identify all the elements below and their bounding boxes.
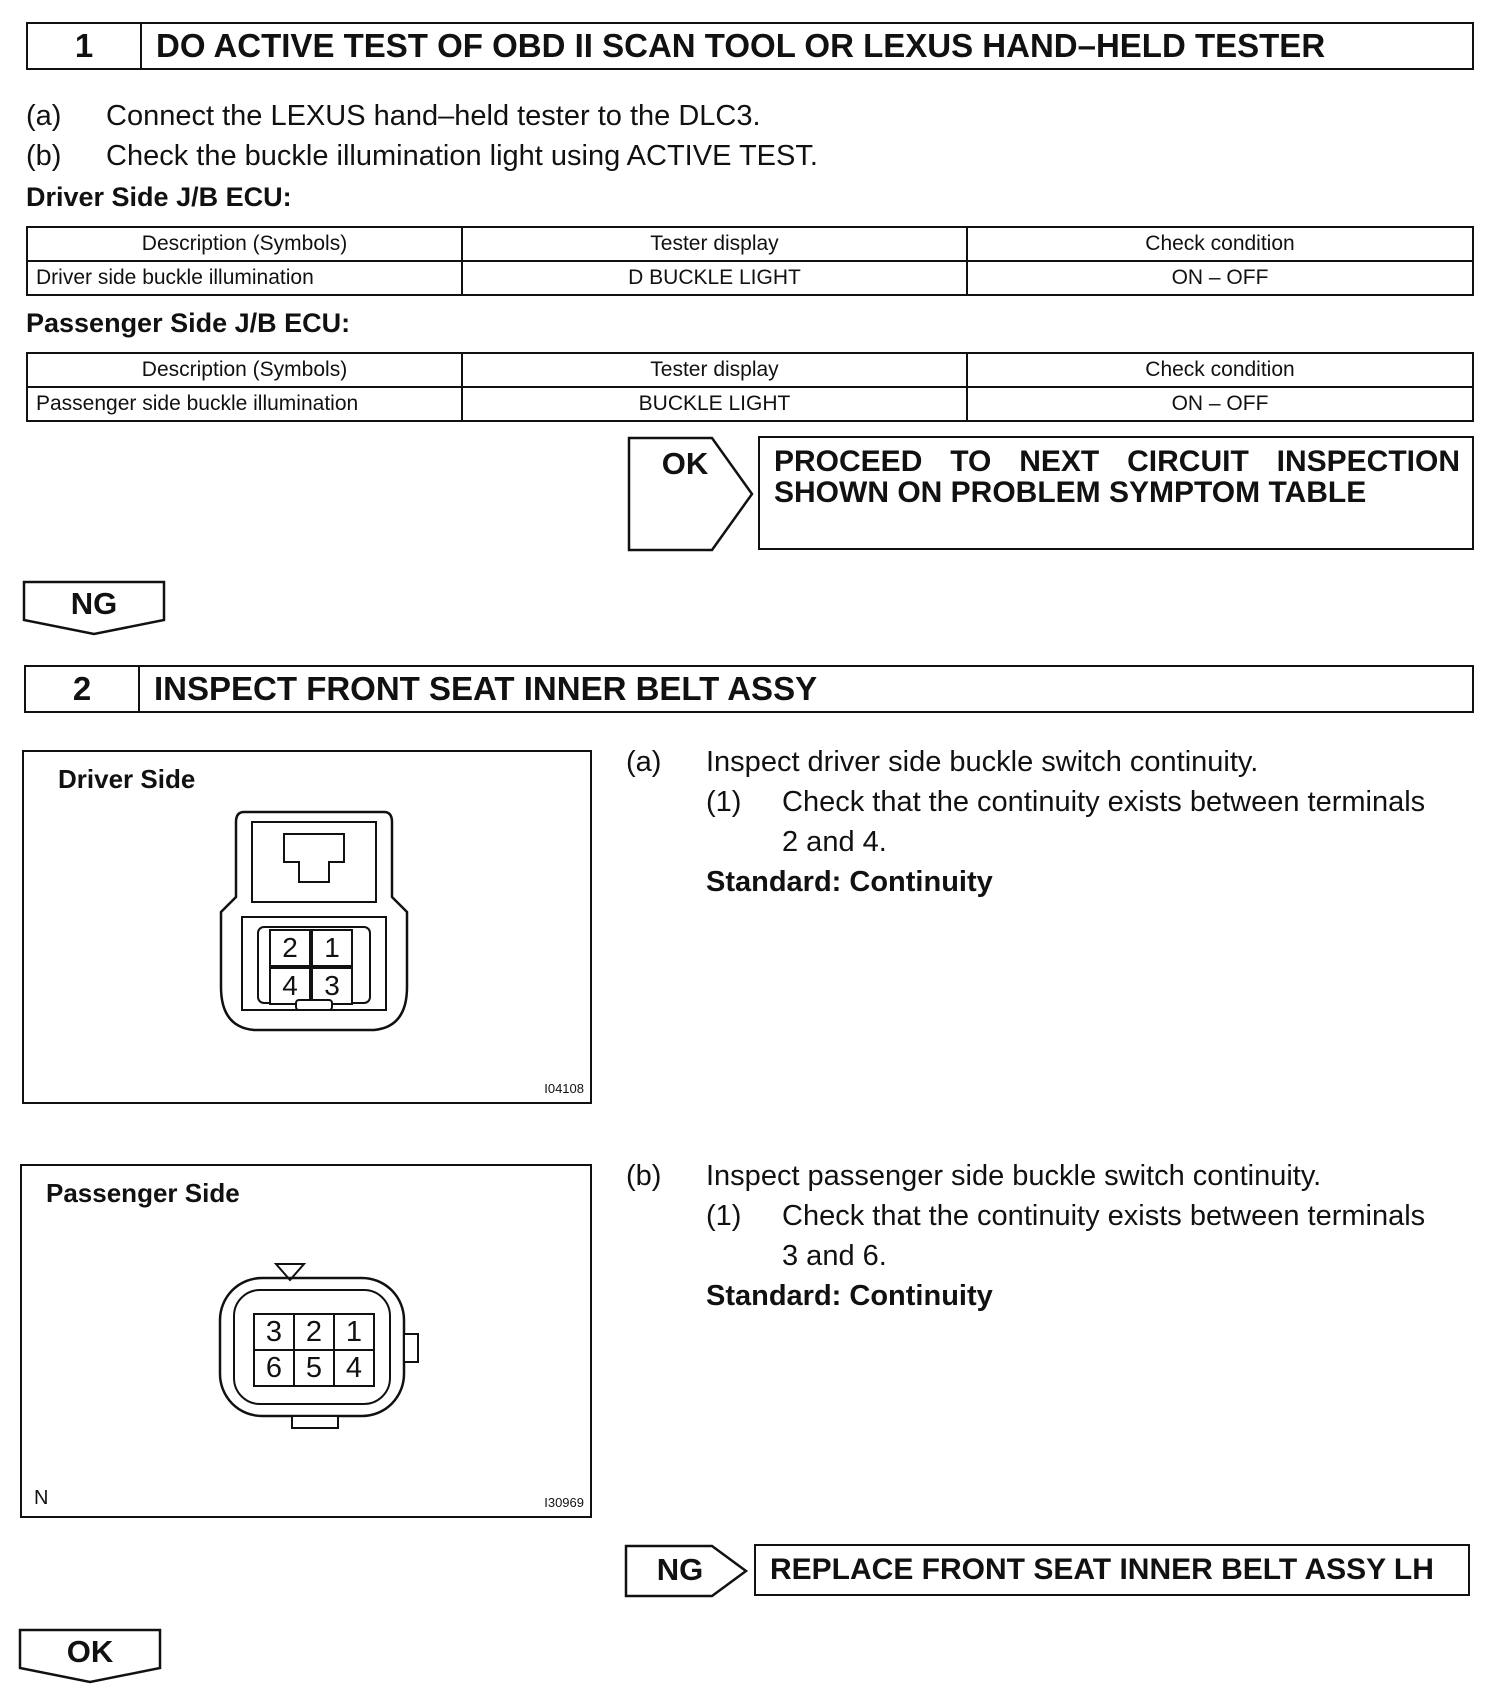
step-2-a-standard: Standard: Continuity <box>706 866 993 898</box>
driver-terminal-2: 2 <box>282 932 298 963</box>
instruction-text: Inspect driver side buckle switch continuity. <box>706 746 1259 778</box>
passenger-figure-corner-letter: N <box>34 1487 49 1509</box>
passenger-terminal-6: 6 <box>265 1352 283 1384</box>
step-2-b-standard: Standard: Continuity <box>706 1280 993 1312</box>
step-2-number: 2 <box>26 667 140 711</box>
table-header-cell: Tester display <box>462 353 967 387</box>
driver-ecu-table <box>26 226 1474 296</box>
instruction-label: (b) <box>626 1160 662 1192</box>
driver-terminal-1: 1 <box>324 932 340 963</box>
step-1-title: DO ACTIVE TEST OF OBD II SCAN TOOL OR LEXUS HAND–HELD TESTER <box>156 27 1326 64</box>
step-2-b-sub <box>706 1200 1425 1233</box>
instruction-text: Check the buckle illumination light using ACTIVE TEST. <box>106 140 818 172</box>
step-1-instruction-a <box>26 100 761 133</box>
ok-down-tag-label: OK <box>66 1634 114 1669</box>
instruction-label: (a) <box>626 746 662 778</box>
driver-side-figure <box>22 750 592 1104</box>
table-header-cell: Check condition <box>967 353 1473 387</box>
table-header-row <box>27 227 1473 261</box>
driver-terminal-4: 4 <box>282 970 298 1001</box>
ok-result-line-2: SHOWN ON PROBLEM SYMPTOM TABLE <box>774 476 1367 509</box>
step-2-a <box>626 746 1258 779</box>
passenger-ecu-table <box>26 352 1474 422</box>
step-2-b-sub-line-2: 3 and 6. <box>782 1240 887 1272</box>
table-row <box>27 261 1473 295</box>
ng-result-box <box>754 1544 1470 1596</box>
table-cell: Driver side buckle illumination <box>27 261 462 295</box>
sub-instruction-text: Check that the continuity exists between terminals <box>782 1200 1426 1232</box>
sub-instruction-text: Check that the continuity exists between terminals <box>782 786 1426 818</box>
step-2-a-sub-line-2: 2 and 4. <box>782 826 887 858</box>
table-cell: BUCKLE LIGHT <box>462 387 967 421</box>
ok-tag-label: OK <box>661 446 709 481</box>
step-2-header <box>24 665 1474 713</box>
passenger-figure-label: Passenger Side <box>46 1178 240 1208</box>
table-cell: ON – OFF <box>967 387 1473 421</box>
sub-instruction-label: (1) <box>706 786 742 818</box>
table-header-row <box>27 353 1473 387</box>
driver-ecu-heading: Driver Side J/B ECU: <box>26 182 292 212</box>
passenger-terminal-2: 2 <box>305 1316 323 1348</box>
sub-instruction-label: (1) <box>706 1200 742 1232</box>
ok-result-box <box>758 436 1474 550</box>
ng-result-text: REPLACE FRONT SEAT INNER BELT ASSY LH <box>770 1553 1434 1586</box>
instruction-text: Inspect passenger side buckle switch continuity. <box>706 1160 1322 1192</box>
table-header-cell: Description (Symbols) <box>27 227 462 261</box>
table-cell: Passenger side buckle illumination <box>27 387 462 421</box>
driver-terminal-3: 3 <box>324 970 340 1001</box>
ng-tag-label: NG <box>70 586 118 621</box>
table-cell: D BUCKLE LIGHT <box>462 261 967 295</box>
step-2-b <box>626 1160 1321 1193</box>
passenger-side-figure <box>20 1164 592 1518</box>
table-header-cell: Tester display <box>462 227 967 261</box>
table-header-cell: Check condition <box>967 227 1473 261</box>
instruction-label: (b) <box>26 140 62 172</box>
table-header-cell: Description (Symbols) <box>27 353 462 387</box>
passenger-terminal-1: 1 <box>345 1316 363 1348</box>
ok-result-line-1: PROCEED TO NEXT CIRCUIT INSPECTION <box>774 445 1460 478</box>
passenger-figure-code: I30969 <box>544 1495 584 1510</box>
driver-figure-label: Driver Side <box>58 764 196 794</box>
instruction-text: Connect the LEXUS hand–held tester to the DLC3. <box>106 100 761 132</box>
step-2-a-sub <box>706 786 1425 819</box>
step-1-header <box>26 22 1474 70</box>
step-2-title: INSPECT FRONT SEAT INNER BELT ASSY <box>154 670 818 707</box>
instruction-label: (a) <box>26 100 62 132</box>
table-cell: ON – OFF <box>967 261 1473 295</box>
step-1-number: 1 <box>28 24 142 68</box>
step-1-instruction-b <box>26 140 818 173</box>
passenger-ecu-heading: Passenger Side J/B ECU: <box>26 308 351 338</box>
passenger-terminal-3: 3 <box>265 1316 283 1348</box>
passenger-terminal-5: 5 <box>305 1352 323 1384</box>
table-row <box>27 387 1473 421</box>
passenger-connector-diagram <box>192 1254 432 1444</box>
ng-arrow-tag-label: NG <box>656 1552 704 1587</box>
driver-figure-code: I04108 <box>544 1081 584 1096</box>
passenger-terminal-4: 4 <box>345 1352 363 1384</box>
